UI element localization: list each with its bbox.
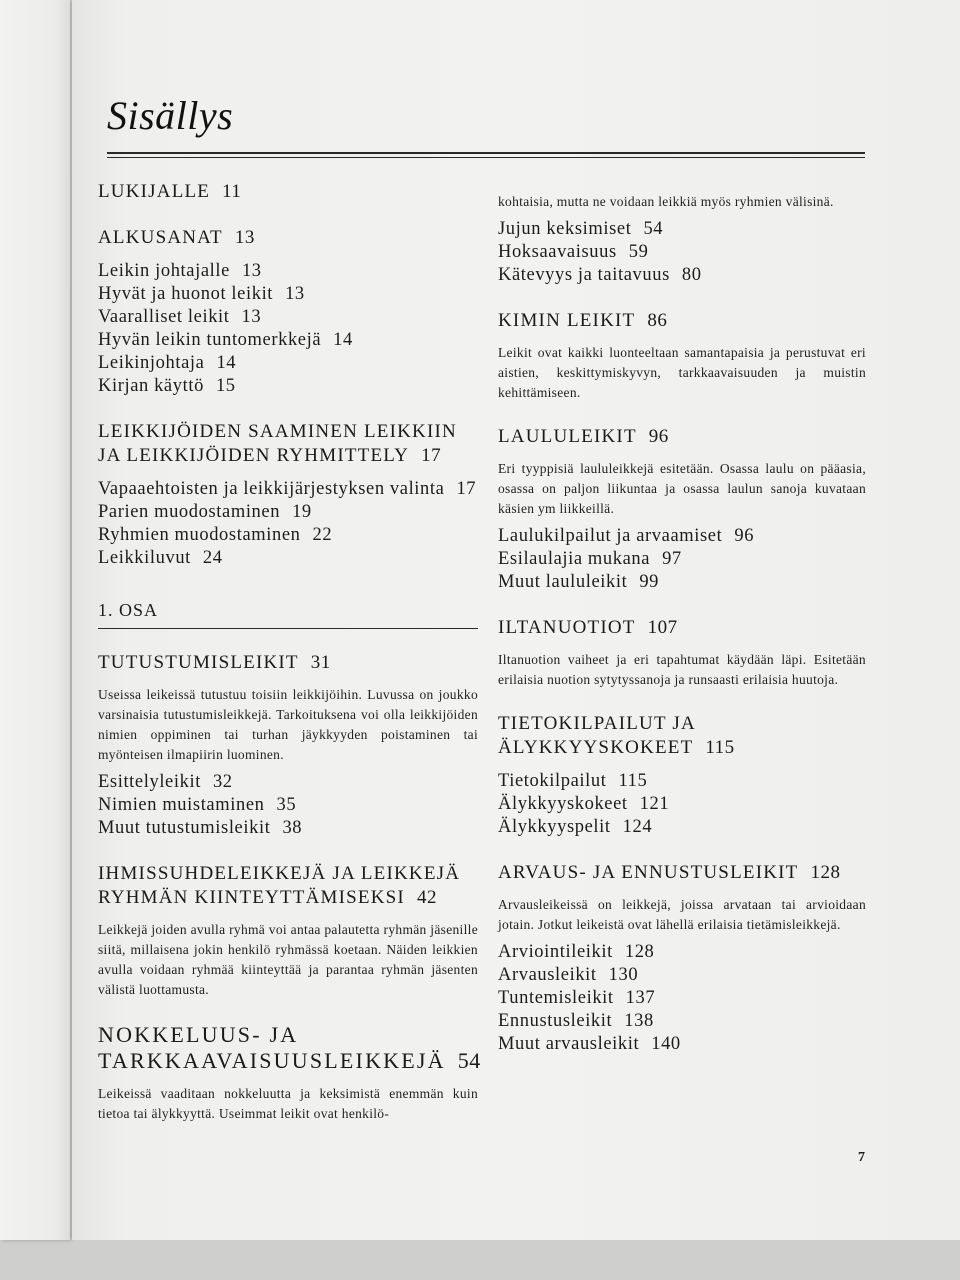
section-title: KIMIN LEIKIT bbox=[498, 310, 636, 331]
toc-entry bbox=[498, 1033, 866, 1056]
toc-entry bbox=[498, 264, 866, 287]
entry-title: Esilaulajia mukana bbox=[498, 549, 651, 569]
toc-entry bbox=[98, 547, 478, 570]
entry-page: 24 bbox=[202, 548, 223, 568]
section-title: TUTUSTUMISLEIKIT bbox=[98, 652, 299, 673]
section-title: NOKKELUUS- JA TARKKAAVAISUUSLEIKKEJÄ bbox=[98, 1022, 446, 1073]
entry-page: 138 bbox=[624, 1011, 654, 1031]
previous-page-edge bbox=[0, 0, 70, 1240]
section-title: IHMISSUHDELEIKKEJÄ JA LEIKKEJÄ RYHMÄN KIINTEYTTÄMISEKSI bbox=[98, 863, 461, 908]
entry-title: Muut tutustumisleikit bbox=[98, 818, 271, 838]
toc-entry bbox=[498, 525, 866, 548]
entry-title: Arviointileikit bbox=[498, 942, 613, 962]
toc-section-heading bbox=[98, 226, 478, 250]
entry-title: Ryhmien muodostaminen bbox=[98, 525, 301, 545]
section-title: ARVAUS- JA ENNUSTUSLEIKIT bbox=[498, 862, 799, 883]
toc-entry bbox=[98, 306, 478, 329]
entry-page: 54 bbox=[643, 219, 664, 239]
section-title: LAULULEIKIT bbox=[498, 426, 637, 447]
entry-title: Ennustusleikit bbox=[498, 1011, 613, 1031]
toc-entry bbox=[498, 571, 866, 594]
entry-page: 99 bbox=[639, 572, 660, 592]
toc-entry bbox=[498, 218, 866, 241]
entry-page: 14 bbox=[216, 353, 237, 373]
entry-title: Vapaaehtoisten ja leikkijärjestyksen valinta bbox=[98, 479, 445, 499]
toc-entry bbox=[498, 816, 866, 839]
section-description: Arvausleikeissä on leikkejä, joissa arvataan tai arvioidaan jotain. Jotkut leikeistä ovat lähellä erilaisia tietämisleikkejä. bbox=[498, 897, 866, 932]
toc-entry bbox=[98, 817, 478, 840]
toc-entry bbox=[98, 352, 478, 375]
section-description: Leikeissä vaaditaan nokkeluutta ja keksimistä enemmän kuin tietoa tai älykkyyttä. Useimmat leikit ovat henkilö- bbox=[98, 1086, 478, 1121]
entry-page: 13 bbox=[241, 261, 262, 281]
entry-title: Esittelyleikit bbox=[98, 772, 201, 792]
entry-title: Muut laululeikit bbox=[498, 572, 628, 592]
entry-page: 80 bbox=[681, 265, 702, 285]
entry-page: 97 bbox=[662, 549, 682, 569]
section-title: TIETOKILPAILUT JA ÄLYKKYYSKOKEET bbox=[498, 713, 695, 758]
section-page: 31 bbox=[310, 652, 331, 673]
entry-page: 121 bbox=[639, 794, 670, 814]
toc-left-column bbox=[98, 180, 481, 1130]
section-page: 86 bbox=[647, 310, 668, 331]
entry-title: Hoksaavaisuus bbox=[498, 242, 617, 262]
section-page: 115 bbox=[705, 737, 735, 758]
section-title: LUKIJALLE bbox=[98, 181, 211, 202]
part-heading: 1. OSA bbox=[98, 600, 478, 629]
entry-title: Kirjan käyttö bbox=[98, 376, 204, 396]
entry-page: 17 bbox=[456, 479, 477, 499]
section-page: 107 bbox=[647, 617, 678, 638]
section-page: 96 bbox=[648, 426, 669, 447]
entry-title: Tuntemisleikit bbox=[498, 988, 614, 1008]
toc-section-heading bbox=[98, 651, 478, 675]
section-page: 54 bbox=[457, 1048, 481, 1073]
entry-title: Arvausleikit bbox=[498, 965, 597, 985]
entry-page: 19 bbox=[292, 502, 312, 522]
toc-right-column bbox=[498, 188, 866, 1056]
section-page: 42 bbox=[416, 887, 437, 908]
toc-section-heading bbox=[98, 862, 478, 910]
entry-page: 22 bbox=[312, 525, 333, 545]
entry-page: 59 bbox=[628, 242, 649, 262]
toc-entry bbox=[498, 548, 866, 571]
page-title: Sisällys bbox=[107, 93, 234, 138]
toc-entry bbox=[98, 524, 478, 547]
section-description: Leikit ovat kaikki luonteeltaan samantapaisia ja perustuvat eri aistien, keskittymiskyvyn, tarkkaavaisuuden ja muistin kehittämiseen. bbox=[498, 345, 866, 400]
toc-entry bbox=[98, 283, 478, 306]
toc-entry bbox=[498, 241, 866, 264]
entry-title: Leikinjohtaja bbox=[98, 353, 205, 373]
entry-page: 38 bbox=[282, 818, 303, 838]
toc-entry bbox=[498, 793, 866, 816]
section-page: 17 bbox=[421, 445, 442, 466]
entry-title: Leikin johtajalle bbox=[98, 261, 230, 281]
entry-page: 14 bbox=[333, 330, 353, 350]
entry-page: 115 bbox=[618, 771, 648, 791]
toc-entry bbox=[498, 1010, 866, 1033]
section-description: Eri tyyppisiä laululeikkejä esitetään. Osassa laulu on pääasia, osassa on paljon liikuntaa ja osassa laulun sanoja kuvataan käsien ym liikkeillä. bbox=[498, 461, 866, 516]
toc-entry bbox=[98, 478, 478, 501]
entry-title: Hyvät ja huonot leikit bbox=[98, 284, 274, 304]
toc-entry bbox=[498, 964, 866, 987]
toc-entry bbox=[498, 941, 866, 964]
entry-page: 128 bbox=[624, 942, 655, 962]
toc-entry bbox=[98, 329, 478, 352]
entry-title: Tietokilpailut bbox=[498, 771, 607, 791]
entry-title: Parien muodostaminen bbox=[98, 502, 281, 522]
toc-section-heading bbox=[498, 309, 866, 333]
entry-title: Nimien muistaminen bbox=[98, 795, 265, 815]
title-rule bbox=[107, 152, 865, 158]
section-description: Iltanuotion vaiheet ja eri tapahtumat käydään läpi. Esitetään erilaisia nuotion sytytyssanoja ja runsaasti erilaisia huutoja. bbox=[498, 652, 866, 687]
entry-title: Älykkyyskokeet bbox=[498, 794, 628, 814]
toc-section-heading bbox=[498, 616, 866, 640]
page-number: 7 bbox=[858, 1150, 865, 1165]
toc-entry bbox=[498, 987, 866, 1010]
section-page: 11 bbox=[222, 181, 242, 202]
section-title: LEIKKIJÖIDEN SAAMINEN LEIKKIIN JA LEIKKIJÖIDEN RYHMITTELY bbox=[98, 421, 457, 466]
toc-section-heading bbox=[98, 420, 478, 468]
entry-page: 15 bbox=[215, 376, 236, 396]
toc-section-heading bbox=[498, 861, 866, 885]
toc-section-heading bbox=[498, 712, 866, 760]
entry-page: 130 bbox=[608, 965, 639, 985]
section-description: Useissa leikeissä tutustuu toisiin leikkijöihin. Luvussa on joukko varsinaisia tutustumisleikkejä. Tarkoituksena voi olla leikkijöiden nimien oppiminen tai turhan jäykkyyden poistaminen tai myönteisen ilmapiirin luominen. bbox=[98, 687, 478, 762]
toc-entry bbox=[98, 260, 478, 283]
section-description: kohtaisia, mutta ne voidaan leikkiä myös ryhmien välisinä. bbox=[498, 194, 834, 209]
entry-page: 13 bbox=[241, 307, 262, 327]
entry-title: Laulukilpailut ja arvaamiset bbox=[498, 526, 723, 546]
section-title: ILTANUOTIOT bbox=[498, 617, 636, 638]
toc-entry bbox=[98, 794, 478, 817]
entry-title: Jujun keksimiset bbox=[498, 219, 632, 239]
entry-page: 13 bbox=[285, 284, 305, 304]
entry-title: Muut arvausleikit bbox=[498, 1034, 640, 1054]
entry-page: 32 bbox=[212, 772, 233, 792]
entry-page: 124 bbox=[622, 817, 653, 837]
toc-entry bbox=[98, 375, 478, 398]
toc-entry bbox=[498, 770, 866, 793]
toc-section-heading bbox=[98, 180, 478, 204]
section-page: 128 bbox=[810, 862, 841, 883]
entry-page: 140 bbox=[651, 1034, 681, 1054]
toc-entry bbox=[98, 501, 478, 524]
entry-page: 35 bbox=[276, 795, 297, 815]
section-description: Leikkejä joiden avulla ryhmä voi antaa palautetta ryhmän jäsenille siitä, millaisena jokin henkilö ryhmässä koetaan. Näiden leikkien avulla voidaan ryhmää kiinteyttää ja parantaa ryhmän jäsenten välistä luottamusta. bbox=[98, 922, 478, 997]
toc-section-heading bbox=[498, 425, 866, 449]
entry-title: Leikkiluvut bbox=[98, 548, 191, 568]
entry-page: 137 bbox=[625, 988, 656, 1008]
entry-title: Älykkyyspelit bbox=[498, 817, 611, 837]
section-page: 13 bbox=[234, 227, 255, 248]
section-title: ALKUSANAT bbox=[98, 227, 223, 248]
entry-page: 96 bbox=[734, 526, 755, 546]
entry-title: Vaaralliset leikit bbox=[98, 307, 230, 327]
toc-section-heading bbox=[98, 1022, 481, 1074]
entry-title: Hyvän leikin tuntomerkkejä bbox=[98, 330, 322, 350]
entry-title: Kätevyys ja taitavuus bbox=[498, 265, 670, 285]
toc-entry bbox=[98, 771, 478, 794]
